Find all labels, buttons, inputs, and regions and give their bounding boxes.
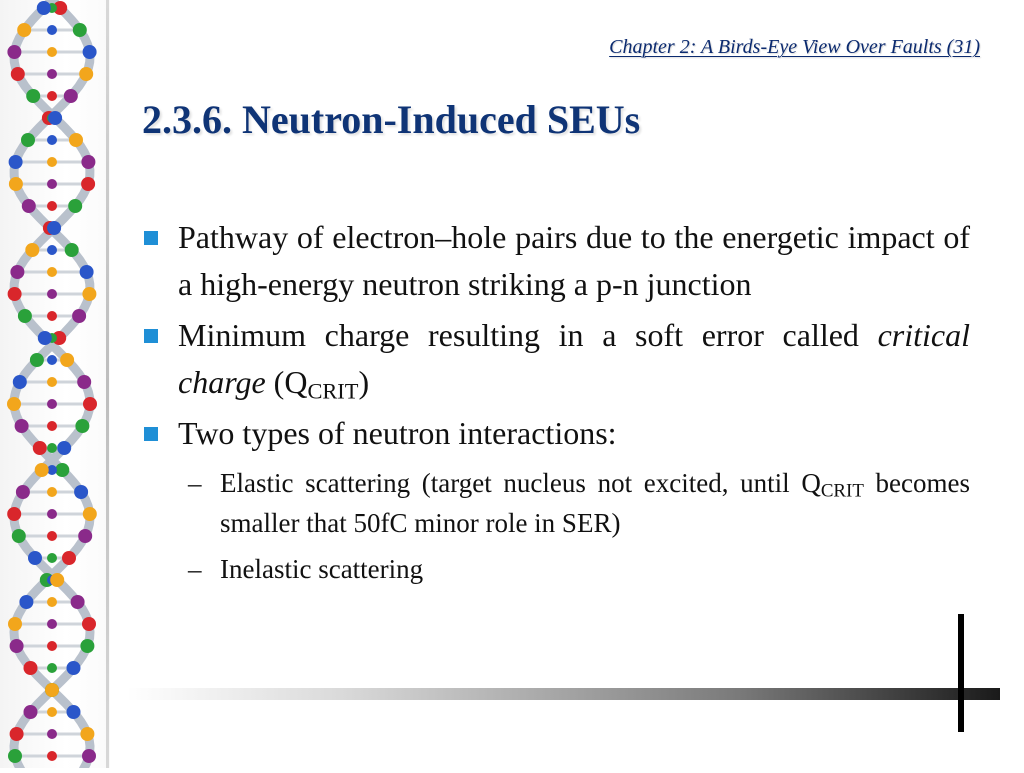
dna-atom [55, 463, 69, 477]
subbullet-1-sub: CRIT [820, 480, 864, 502]
square-bullet-icon [144, 427, 158, 441]
dna-atom [50, 573, 64, 587]
dna-atom [10, 639, 24, 653]
dna-atom [65, 243, 79, 257]
dna-atom [47, 509, 57, 519]
dna-atom [25, 243, 39, 257]
dna-atom [13, 375, 27, 389]
slide-content [142, 214, 970, 589]
dna-atom [81, 177, 95, 191]
dna-atom [7, 45, 21, 59]
bullet-2-italic: critical charge [178, 317, 970, 400]
dna-atom [12, 529, 26, 543]
dna-atom [74, 485, 88, 499]
dna-atom [47, 729, 57, 739]
dna-atom [30, 353, 44, 367]
bottom-rule [127, 688, 1000, 700]
slide-title: 2.3.6. Neutron-Induced SEUs [142, 97, 641, 142]
dna-atom [64, 89, 78, 103]
dna-atom [38, 331, 52, 345]
dna-atom [11, 67, 25, 81]
dna-atom [82, 287, 96, 301]
dna-atom [67, 705, 81, 719]
dna-atom [83, 45, 97, 59]
dna-atom [19, 595, 33, 609]
dna-atom [82, 749, 96, 763]
crosshair-vertical-bar [958, 614, 964, 732]
dna-atom [47, 289, 57, 299]
dna-atom [68, 199, 82, 213]
dna-atom [75, 419, 89, 433]
subbullet-1-after: becomes smaller that 50fC minor role in SER) [220, 468, 970, 538]
dna-atom [47, 157, 57, 167]
dna-atom [47, 443, 57, 453]
dna-atom [73, 23, 87, 37]
dna-atom [47, 91, 57, 101]
dna-atom [45, 683, 59, 697]
dna-atom [8, 617, 22, 631]
dna-atom [47, 311, 57, 321]
dna-atom [17, 23, 31, 37]
dna-atom [47, 377, 57, 387]
dash-bullet-icon: – [188, 468, 202, 498]
subbullet-1-text: Elastic scattering (target nucleus not excited, until Q [220, 468, 821, 498]
dna-atom [47, 421, 57, 431]
bullet-1-text: Pathway of electron–hole pairs due to the energetic impact of a high-energy neutron striking a p-n junction [178, 219, 970, 302]
subbullet-1 [188, 463, 970, 543]
dna-atom [7, 507, 21, 521]
dna-atom [47, 553, 57, 563]
dna-atom [67, 661, 81, 675]
subbullet-2-text: Inelastic scattering [220, 554, 424, 584]
dna-atom [10, 727, 24, 741]
bullet-3 [142, 410, 970, 457]
dna-atom [77, 375, 91, 389]
bullet-2-sub: CRIT [307, 378, 359, 404]
dna-atom [24, 661, 38, 675]
dna-atom [47, 201, 57, 211]
dna-atom [47, 751, 57, 761]
dna-atom [21, 133, 35, 147]
dna-atom [9, 177, 23, 191]
dna-atom [35, 463, 49, 477]
dna-atom [47, 47, 57, 57]
dna-atom [62, 551, 76, 565]
dna-atom [79, 67, 93, 81]
bullet-3-text: Two types of neutron interactions: [178, 415, 617, 451]
dna-decoration [0, 0, 110, 768]
bullet-2-close: ) [358, 364, 370, 400]
dna-atom [22, 199, 36, 213]
dna-atom [47, 355, 57, 365]
dna-atom [33, 441, 47, 455]
dna-atom [15, 419, 29, 433]
dna-atom [47, 135, 57, 145]
bullet-2-q: (Q [265, 364, 308, 400]
dna-atom [47, 267, 57, 277]
dna-atom [69, 133, 83, 147]
dna-atom [57, 441, 71, 455]
dna-atom [47, 399, 57, 409]
dna-atom [24, 705, 38, 719]
dash-bullet-icon: – [188, 554, 202, 584]
dna-atom [8, 749, 22, 763]
dna-atom [47, 663, 57, 673]
dna-atom [37, 1, 51, 15]
dna-atom [47, 221, 61, 235]
dna-atom [7, 397, 21, 411]
dna-atom [81, 155, 95, 169]
square-bullet-icon [144, 329, 158, 343]
dna-atom [16, 485, 30, 499]
dna-atom [47, 245, 57, 255]
dna-atom [48, 111, 62, 125]
dna-atom [72, 309, 86, 323]
bullet-1 [142, 214, 970, 308]
dna-atom [83, 397, 97, 411]
bullet-2 [142, 312, 970, 406]
dna-atom [83, 507, 97, 521]
dna-atom [80, 727, 94, 741]
dna-border [106, 0, 109, 768]
dna-atom [18, 309, 32, 323]
dna-atom [47, 597, 57, 607]
dna-atom [26, 89, 40, 103]
dna-atom [82, 617, 96, 631]
dna-atom [47, 531, 57, 541]
dna-atom [78, 529, 92, 543]
dna-atom [47, 619, 57, 629]
dna-atom [80, 639, 94, 653]
dna-atom [80, 265, 94, 279]
dna-atom [47, 641, 57, 651]
dna-atom [28, 551, 42, 565]
dna-atom [47, 707, 57, 717]
bullet-2-text: Minimum charge resulting in a soft error called [178, 317, 878, 353]
square-bullet-icon [144, 231, 158, 245]
dna-atom [8, 287, 22, 301]
dna-atom [47, 179, 57, 189]
dna-atom [47, 487, 57, 497]
chapter-header: Chapter 2: A Birds-Eye View Over Faults (31) [609, 36, 980, 58]
dna-helix-image [0, 0, 110, 768]
dna-atom [10, 265, 24, 279]
dna-atom [9, 155, 23, 169]
dna-atom [47, 69, 57, 79]
subbullet-2 [188, 549, 970, 589]
dna-atom [71, 595, 85, 609]
dna-atom [60, 353, 74, 367]
dna-atom [47, 25, 57, 35]
